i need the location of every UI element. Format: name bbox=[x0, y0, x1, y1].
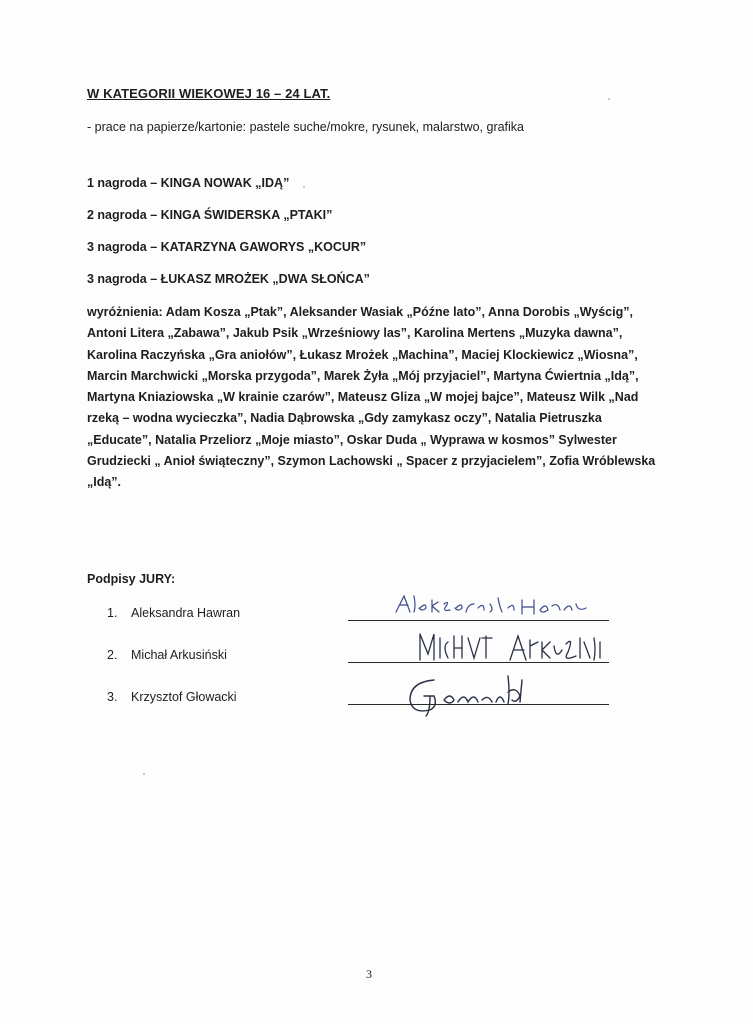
award-1: 1 nagroda – KINGA NOWAK „IDĄ” bbox=[87, 176, 290, 190]
award-3a: 3 nagroda – KATARZYNA GAWORYS „KOCUR” bbox=[87, 240, 367, 254]
technique-line: - prace na papierze/kartonie: pastele suche/mokre, rysunek, malarstwo, grafika bbox=[87, 120, 525, 134]
juror-2 bbox=[107, 648, 227, 662]
award-3b: 3 nagroda – ŁUKASZ MROŻEK „DWA SŁOŃCA” bbox=[87, 272, 370, 286]
paper-speck bbox=[143, 773, 145, 775]
page-number: 3 bbox=[366, 967, 372, 981]
juror-1 bbox=[107, 606, 240, 620]
juror-3-number: 3. bbox=[107, 690, 118, 704]
jury-label: Podpisy JURY: bbox=[87, 572, 176, 586]
signature-line-3 bbox=[348, 704, 609, 705]
juror-1-name: Aleksandra Hawran bbox=[131, 606, 241, 620]
paper-speck bbox=[303, 186, 305, 188]
juror-3-name: Krzysztof Głowacki bbox=[131, 690, 237, 704]
juror-3 bbox=[107, 690, 237, 704]
signature-line-2 bbox=[348, 662, 609, 663]
signature-1-handwritten bbox=[392, 590, 592, 622]
award-2: 2 nagroda – KINGA ŚWIDERSKA „PTAKI” bbox=[87, 208, 333, 222]
juror-1-number: 1. bbox=[107, 606, 118, 620]
juror-2-name: Michał Arkusiński bbox=[131, 648, 227, 662]
signature-3-handwritten bbox=[404, 672, 534, 718]
signature-2-handwritten bbox=[414, 628, 614, 666]
honorable-mentions: wyróżnienia: Adam Kosza „Ptak”, Aleksander Wasiak „Późne lato”, Anna Dorobis „Wyścig”, Antoni Litera „Zabawa”, Jakub Psik „Wrześniowy las”, Karolina Mertens „Muzyka dawna”, Karolina Raczyńska „Gra aniołów”, Łukasz Mrożek „Machina”, Maciej Klockiewicz „Wiosna”, Marcin Marchwicki „Morska przygoda”, Marek Żyła „Mój przyjaciel”, Martyna Ćwiertnia „Idą”, Martyna Kniaziowska „W krainie czarów”, Mateusz Gliza „W mojej bajce”, Mateusz Wilk „Nad rzeką – wodna wycieczka”, Nadia Dąbrowska „Gdy zamykasz oczy”, Natalia Pietruszka „Educate”, Natalia Przeliorz „Moje miasto”, Oskar Duda „ Wyprawa w kosmos” Sylwester Grudziecki „ Anioł świąteczny”, Szymon Lachowski „ Spacer z przyjacielem”, Zofia Wróblewska „Idą”. bbox=[87, 305, 656, 490]
section-heading: W KATEGORII WIEKOWEJ 16 – 24 LAT. bbox=[87, 86, 331, 101]
juror-2-number: 2. bbox=[107, 648, 118, 662]
paper-speck bbox=[608, 98, 610, 100]
signature-line-1 bbox=[348, 620, 609, 621]
